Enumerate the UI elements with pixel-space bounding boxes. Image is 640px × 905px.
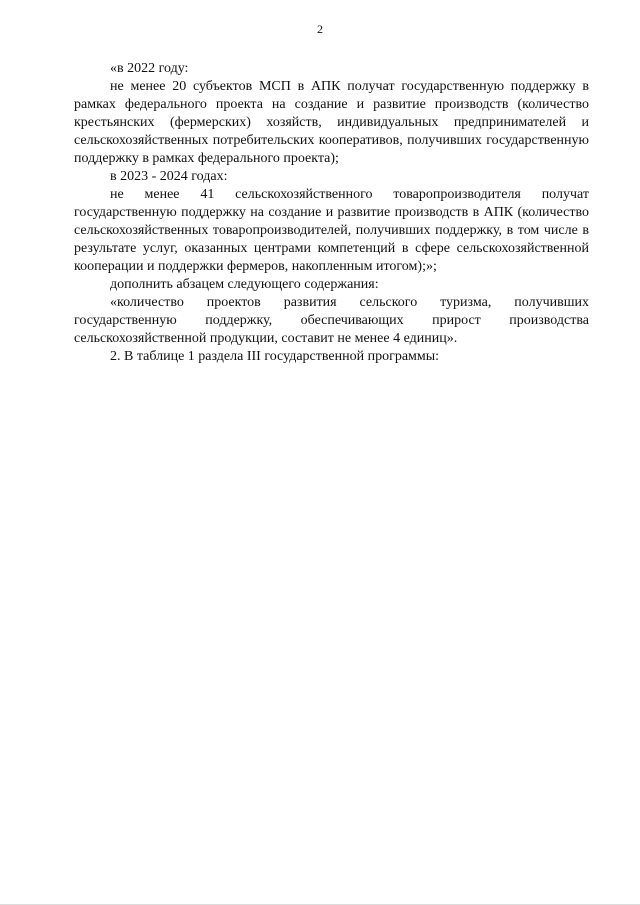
paragraph-year-2022-heading: «в 2022 году:: [110, 61, 189, 76]
page-number: 2: [317, 22, 323, 36]
paragraph-addition-instruction: дополнить абзацем следующего содержания:: [110, 277, 379, 292]
paragraph-producers-support: не менее 41 сельскохозяйственного товаропроизводителя получат государственную поддержку на создание и развитие производств в АПК (количество сельскохозяйственных товаропроизводителей, получивших поддержку, в том числе в результате услуг, оказанных центрами компетенций в сфере сельскохозяйственной кооперации и поддержки фермеров, накопленным итогом);»;: [74, 187, 589, 274]
document-body: [74, 60, 589, 366]
paragraph-rural-tourism: «количество проектов развития сельского туризма, получивших государственную поддержку, обеспечивающих прирост производства сельскохозяйственной продукции, составит не менее 4 единиц».: [74, 295, 589, 346]
paragraph-years-2023-2024-heading: в 2023 - 2024 годах:: [110, 169, 228, 184]
paragraph-table-1-section-3: 2. В таблице 1 раздела III государственной программы:: [110, 349, 440, 364]
paragraph-msp-support: не менее 20 субъектов МСП в АПК получат государственную поддержку в рамках федерального проекта на создание и развитие производств (количество крестьянских (фермерских) хозяйств, индивидуальных предпринимателей и сельскохозяйственных потребительских кооперативов, получивших государственную поддержку в рамках федерального проекта);: [74, 79, 589, 166]
